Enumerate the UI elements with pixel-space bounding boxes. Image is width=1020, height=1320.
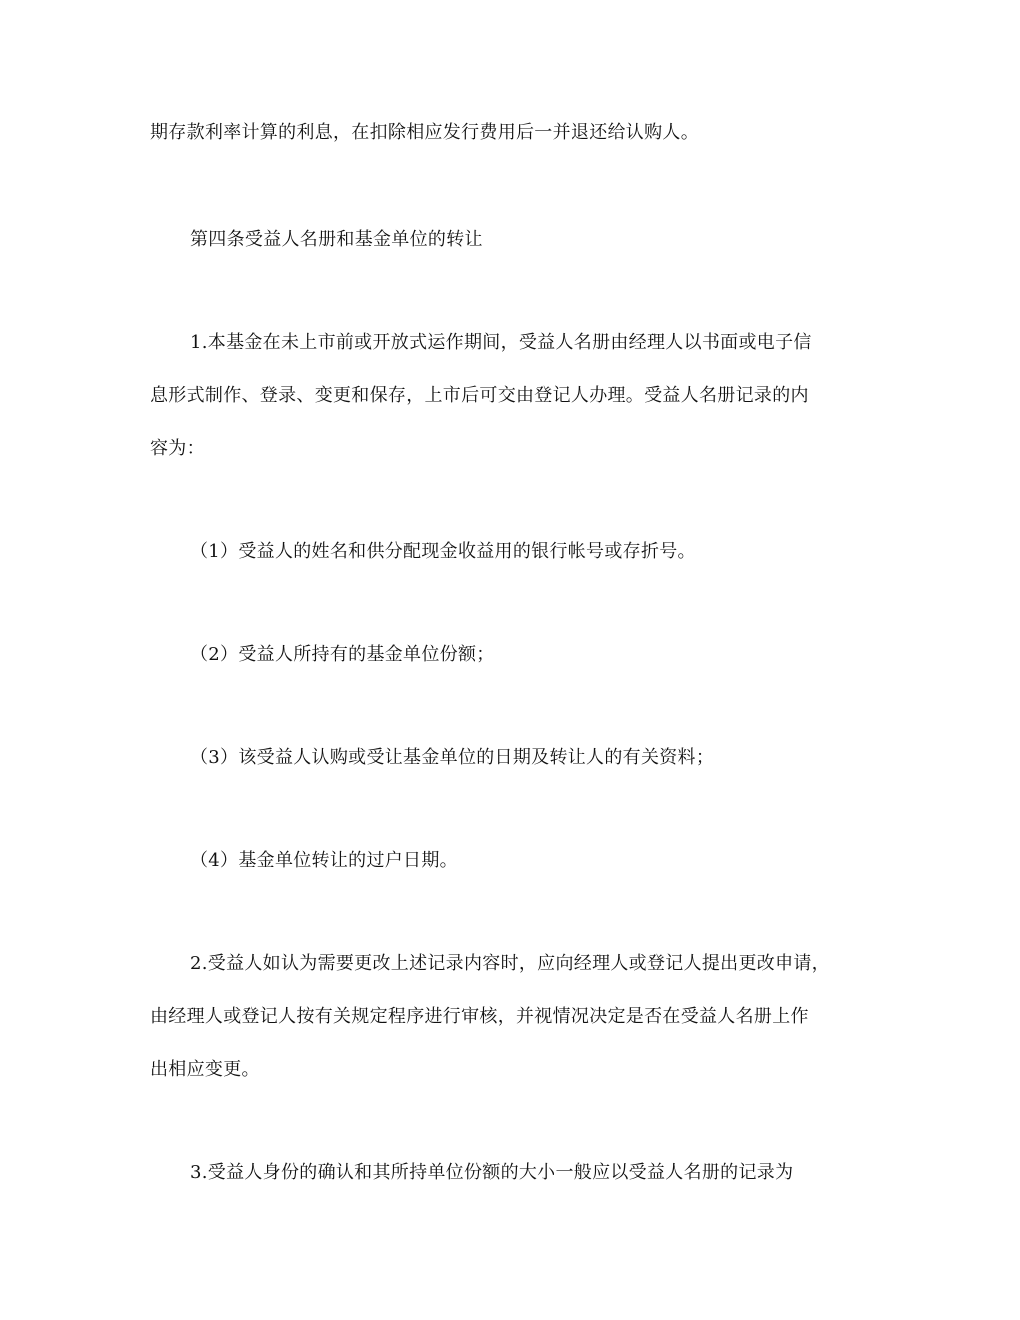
- clause-1-line-2: 息形式制作、登录、变更和保存，上市后可交由登记人办理。受益人名册记录的内: [150, 385, 809, 406]
- list-item-3: （3）该受益人认购或受让基金单位的日期及转让人的有关资料；: [190, 747, 715, 768]
- section-heading-article-4: 第四条受益人名册和基金单位的转让: [190, 229, 483, 250]
- clause-2-line-2: 由经理人或登记人按有关规定程序进行审核，并视情况决定是否在受益人名册上作: [150, 1006, 809, 1027]
- list-item-1: （1）受益人的姓名和供分配现金收益用的银行帐号或存折号。: [190, 541, 696, 562]
- clause-2-line-1: 2.受益人如认为需要更改上述记录内容时，应向经理人或登记人提出更改申请，: [190, 953, 830, 974]
- clause-2-line-3: 出相应变更。: [150, 1059, 260, 1080]
- clause-1-line-1: 1.本基金在未上市前或开放式运作期间，受益人名册由经理人以书面或电子信: [190, 332, 812, 353]
- list-item-2: （2）受益人所持有的基金单位份额；: [190, 644, 495, 665]
- list-item-4: （4）基金单位转让的过户日期。: [190, 850, 458, 871]
- clause-1-line-3: 容为：: [150, 438, 205, 459]
- clause-3-line-1: 3.受益人身份的确认和其所持单位份额的大小一般应以受益人名册的记录为: [190, 1162, 794, 1183]
- paragraph-continuation-line: 期存款利率计算的利息，在扣除相应发行费用后一并退还给认购人。: [150, 122, 699, 143]
